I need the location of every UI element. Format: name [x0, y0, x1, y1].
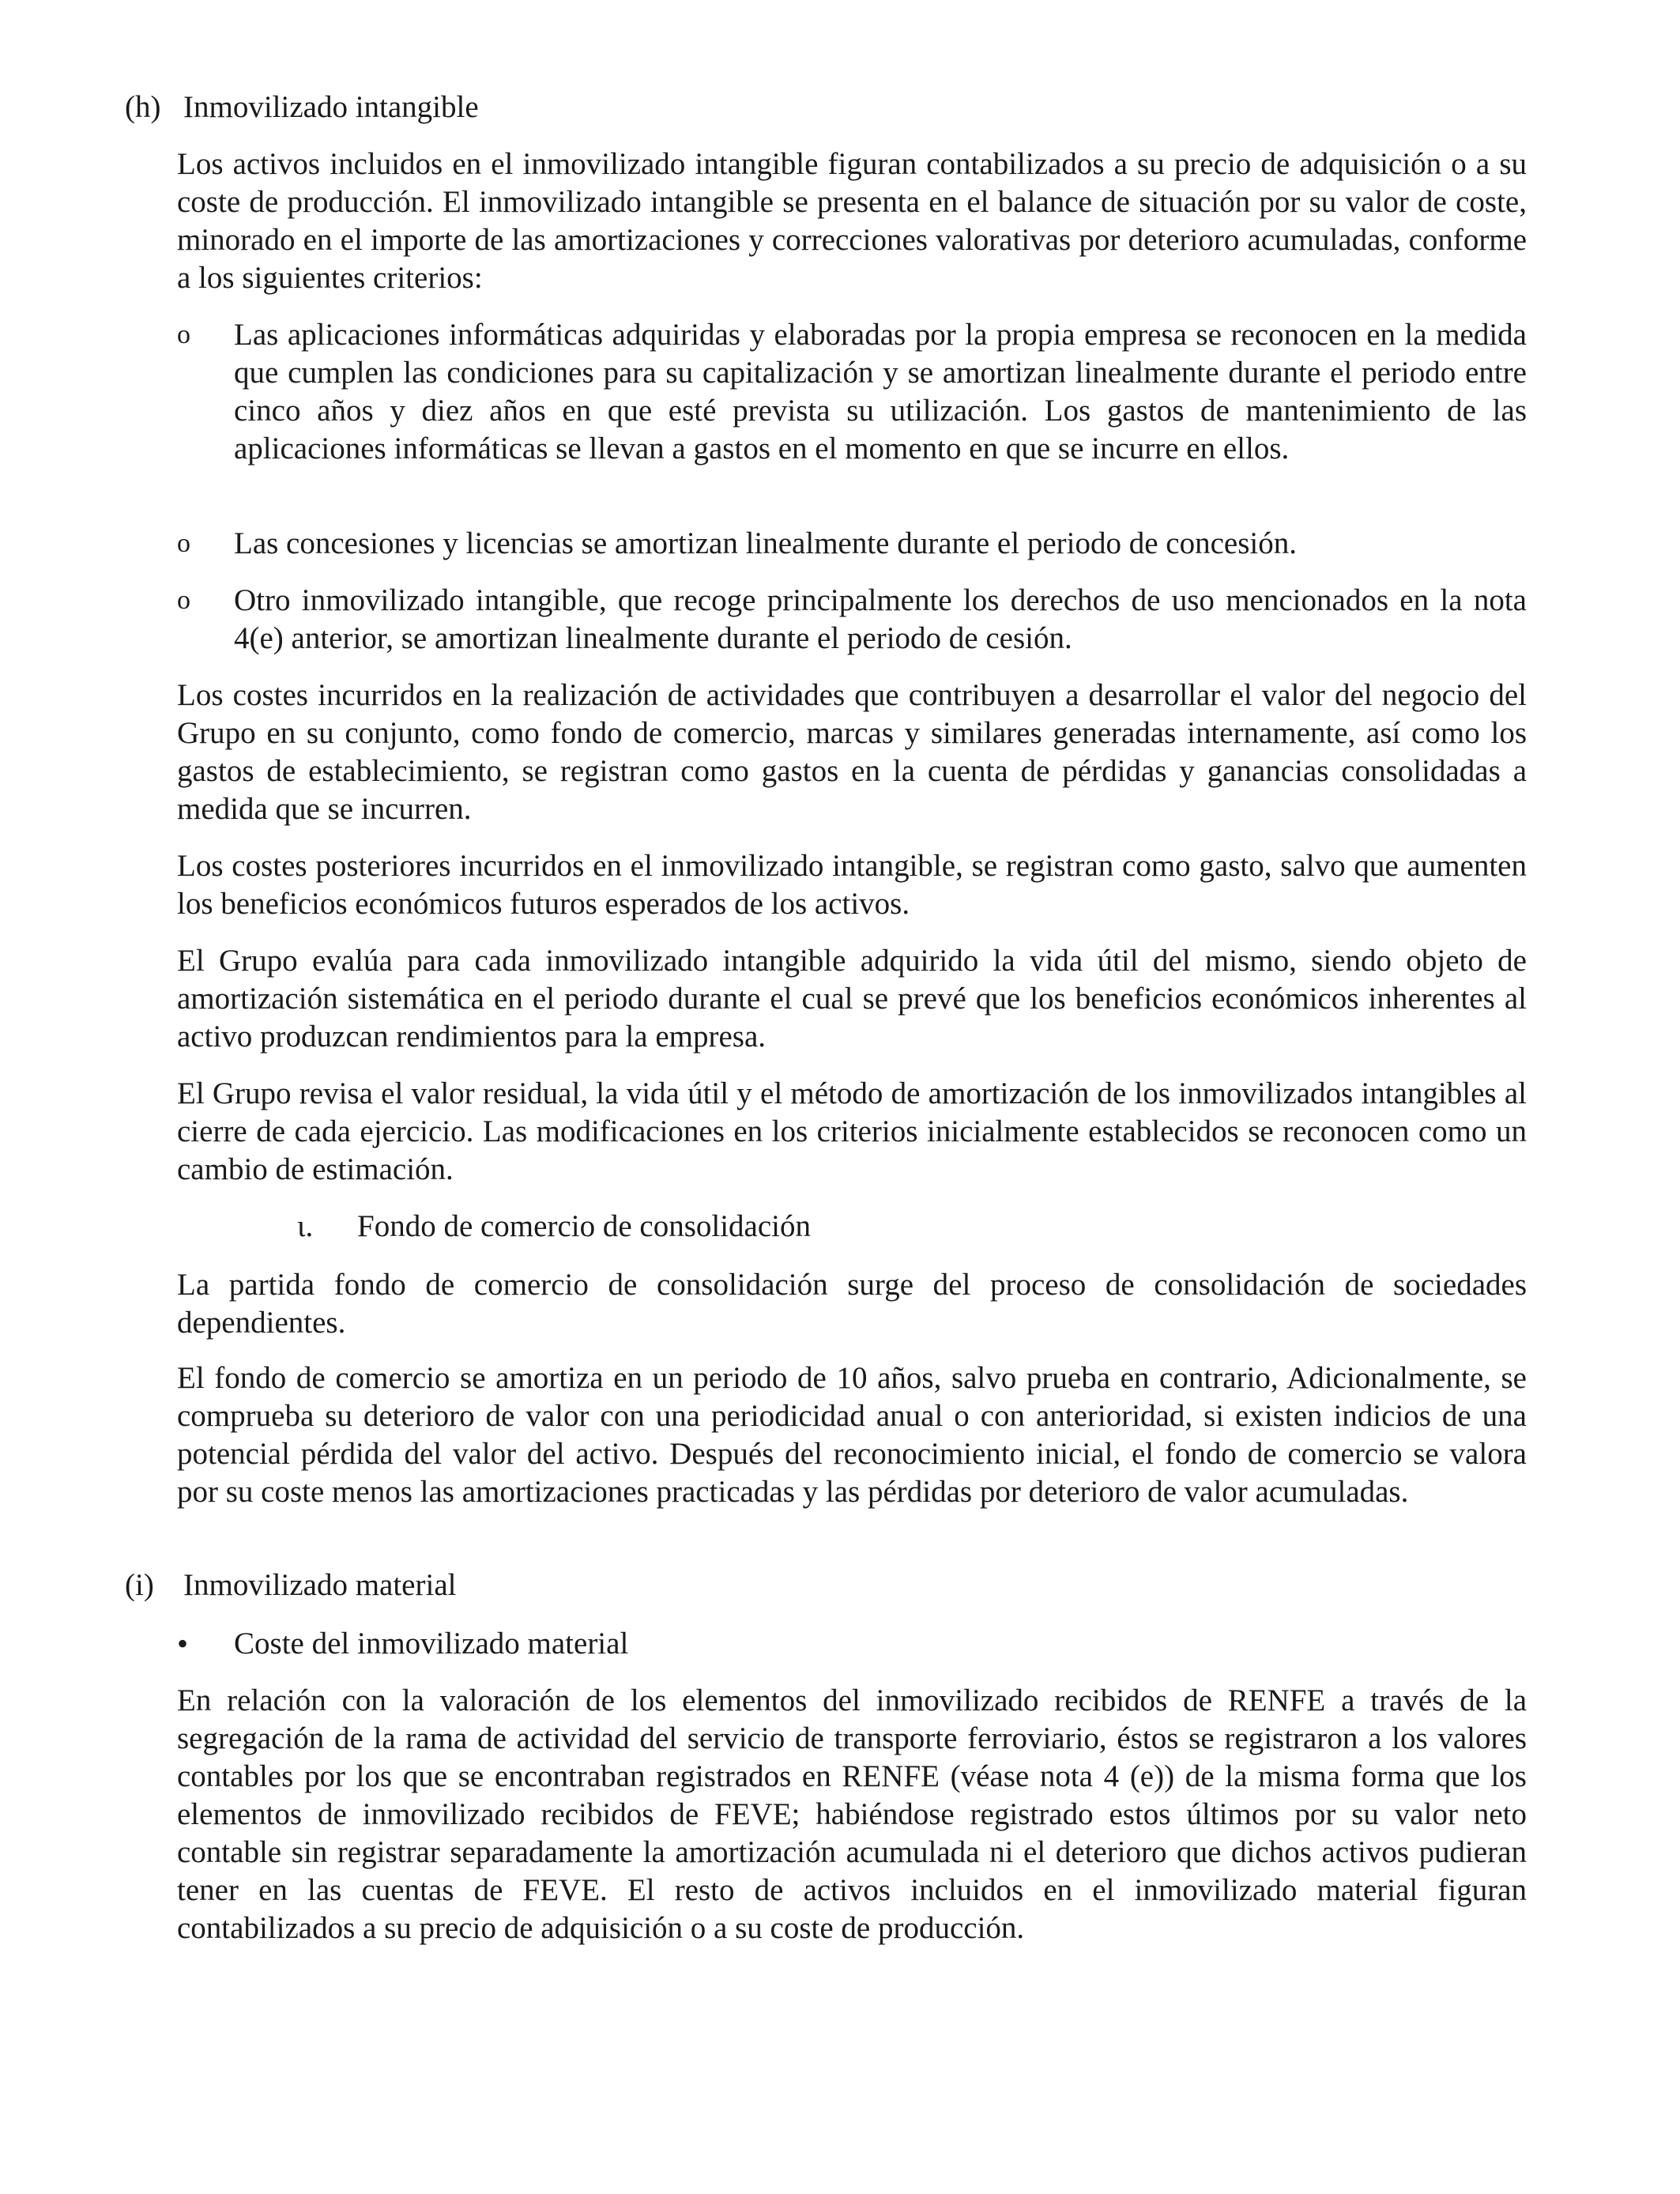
solid-bullet-icon: •	[177, 1626, 189, 1661]
subsection-title: Fondo de comercio de consolidación	[357, 1209, 812, 1243]
section-i-paragraph: En relación con la valoración de los elementos del inmovilizado recibidos de RENFE a través de la segregación de la rama de actividad del servicio de transporte ferroviario, éstos se registraron a los valores contables por los que se encontraban registrados en RENFE (véase nota 4 (e)) de la misma forma que los elementos de inmovilizado recibidos de FEVE; habiéndose registrado estos últimos por su valor neto contable sin registrar separadamente la amortización acumulada ni el deterioro que dichos activos pudieran tener en las cuentas de FEVE. El resto de activos incluidos en el inmovilizado material figuran contabilizados a su precio de adquisición o a su coste de producción.	[177, 1683, 1527, 1945]
section-h-paragraph-1: Los costes incurridos en la realización de actividades que contribuyen a desarrollar el valor del negocio del Grupo en su conjunto, como fondo de comercio, marcas y similares generadas internamente, así como los gastos de establecimiento, se registran como gastos en la cuenta de pérdidas y ganancias consolidadas a medida que se incurren.	[177, 678, 1527, 826]
hollow-bullet-icon: o	[177, 586, 190, 615]
section-h-bullet-2	[177, 525, 1527, 563]
subsection-numeral: ι.	[297, 1209, 314, 1243]
hollow-bullet-icon: o	[177, 529, 190, 558]
section-i-bullet	[177, 1625, 1527, 1663]
bullet-text: Otro inmovilizado intangible, que recoge principalmente los derechos de uso mencionados en la nota 4(e) anterior, se amortizan linealmente durante el periodo de cesión.	[234, 583, 1527, 655]
section-i-heading	[125, 1566, 456, 1604]
bullet-text: Coste del inmovilizado material	[234, 1627, 629, 1661]
subsection-paragraph-1: La partida fondo de comercio de consolidación surge del proceso de consolidación de sociedades dependientes.	[177, 1268, 1527, 1340]
section-h-title: Inmovilizado intangible	[183, 90, 479, 124]
bullet-text: Las concesiones y licencias se amortizan linealmente durante el periodo de concesión.	[234, 526, 1297, 560]
section-h-paragraph-2: Los costes posteriores incurridos en el inmovilizado intangible, se registran como gasto, salvo que aumenten los beneficios económicos futuros esperados de los activos.	[177, 849, 1527, 921]
hollow-bullet-icon: o	[177, 320, 190, 349]
section-i-title: Inmovilizado material	[183, 1568, 457, 1602]
section-i-label: (i)	[125, 1568, 154, 1602]
section-h-bullet-1	[177, 316, 1527, 468]
section-h-intro: Los activos incluidos en el inmovilizado intangible figuran contabilizados a su precio de adquisición o a su coste de producción. El inmovilizado intangible se presenta en el balance de situación por su valor de coste, minorado en el importe de las amortizaciones y correcciones valorativas por deterioro acumuladas, conforme a los siguientes criterios:	[177, 147, 1527, 295]
subsection-paragraph-2: El fondo de comercio se amortiza en un periodo de 10 años, salvo prueba en contrario, Adicionalmente, se comprueba su deterioro de valor con una periodicidad anual o con anterioridad, si existen indicios de una potencial pérdida del valor del activo. Después del reconocimiento inicial, el fondo de comercio se valora por su coste menos las amortizaciones practicadas y las pérdidas por deterioro de valor acumuladas.	[177, 1361, 1527, 1509]
section-h-paragraph-3: El Grupo evalúa para cada inmovilizado intangible adquirido la vida útil del mismo, siendo objeto de amortización sistemática en el periodo durante el cual se prevé que los beneficios económicos inherentes al activo produzcan rendimientos para la empresa.	[177, 944, 1527, 1054]
bullet-text: Las aplicaciones informáticas adquiridas y elaboradas por la propia empresa se reconocen en la medida que cumplen las condiciones para su capitalización y se amortizan linealmente durante el periodo entre cinco años y diez años en que esté prevista su utilización. Los gastos de mantenimiento de las aplicaciones informáticas se llevan a gastos en el momento en que se incurre en ellos.	[234, 318, 1527, 466]
section-h-heading	[125, 89, 479, 126]
section-h-label: (h)	[125, 90, 161, 124]
section-h-bullet-3	[177, 582, 1527, 658]
subsection-heading	[297, 1208, 811, 1246]
section-h-paragraph-4: El Grupo revisa el valor residual, la vida útil y el método de amortización de los inmovilizados intangibles al cierre de cada ejercicio. Las modificaciones en los criterios inicialmente establecidos se reconocen como un cambio de estimación.	[177, 1076, 1527, 1186]
